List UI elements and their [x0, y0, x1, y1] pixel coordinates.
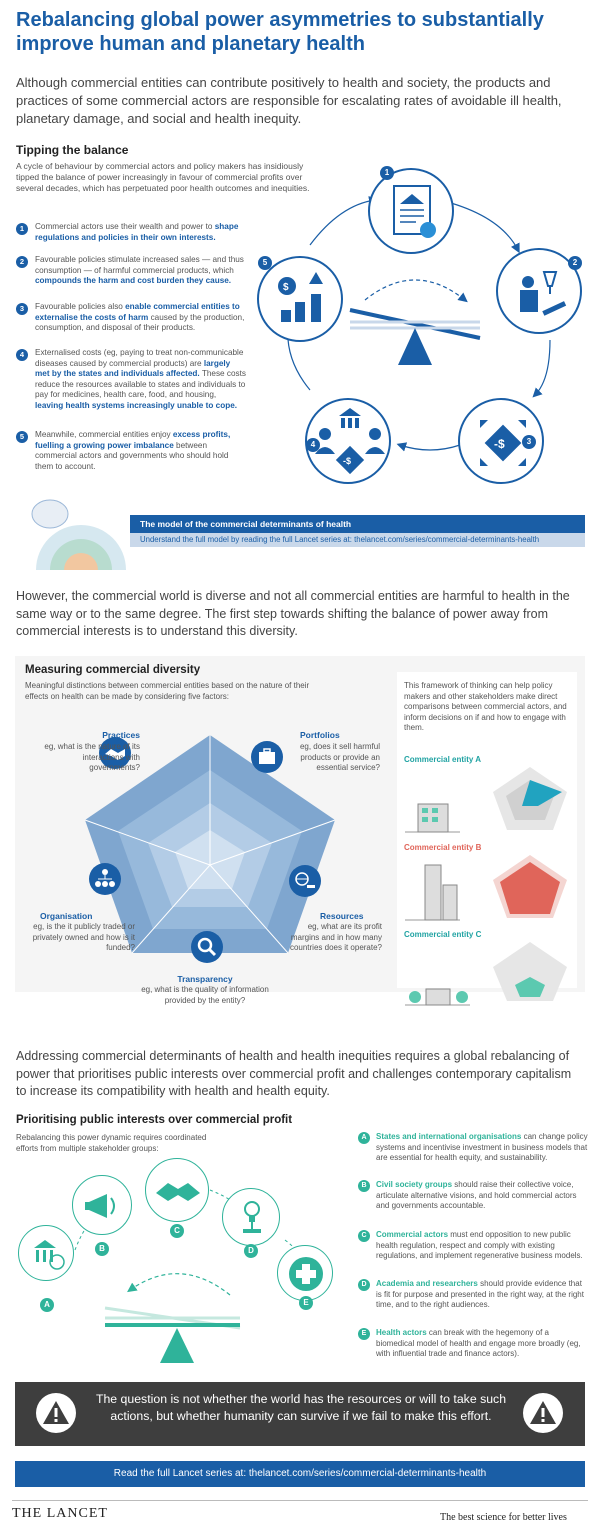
medical-cross-icon [278, 1246, 334, 1302]
factor-portfolios-name: Portfolios [300, 730, 340, 740]
step-text: Meanwhile, commercial entities enjoy [35, 430, 173, 439]
intro-paragraph: Although commercial entities can contribute positively to health and society, the products and practices of some commercial actors are responsible for escalating rates of avoidable ill health, planetary damage, and social and health inequity. [16, 75, 562, 126]
page-title: Rebalancing global power asymmetries to substantially improve human and planetary health [16, 9, 544, 55]
stakeholder-desc: can change policy systems and incentivise investment in business models that are essential for health equity, and sustainability. [376, 1132, 588, 1163]
stakeholder-badge: C [358, 1230, 370, 1242]
entity-c-label: Commercial entity C [404, 930, 482, 939]
stakeholder-letter: B [95, 1242, 109, 1256]
magnifier-icon [190, 930, 224, 964]
stakeholder-c-text [358, 1230, 588, 1262]
step-text: Commercial actors use their wealth and power to [35, 222, 215, 231]
step-text: Externalised costs (eg, paying to treat non-communicable diseases caused by commercial products) are [35, 348, 244, 368]
cycle-number: 4 [306, 438, 320, 452]
stakeholder-c-circle [145, 1158, 209, 1222]
factor-organisation-name: Organisation [40, 911, 93, 921]
stakeholder-desc: must end opposition to new public health regulation, respect and comply with existing regulations, and implement regenerative business models. [376, 1230, 583, 1261]
factor-resources-text: eg, what are its profit margins and in how many countries does it operate? [289, 922, 382, 952]
step-emphasis: shape regulations and policies in their own interests. [35, 222, 239, 242]
step-number: 2 [16, 256, 28, 268]
step-text-after: caused by the production, consumption, and disposal of their products. [35, 312, 245, 333]
stakeholder-b-circle [72, 1175, 132, 1235]
stakeholder-badge: D [358, 1279, 370, 1291]
prioritising-heading: Prioritising public interests over commercial profit [16, 1114, 293, 1126]
entity-a-graphic [400, 762, 585, 837]
stakeholder-badge: B [358, 1180, 370, 1192]
factor-practices-name: Practices [102, 730, 140, 740]
stakeholder-name: Health actors [376, 1328, 427, 1337]
policy-document-icon [370, 170, 456, 256]
tipping-heading: Tipping the balance [16, 143, 129, 157]
stakeholder-desc: can break with the hegemony of a biomedical model of health and engage more broadly (eg, with influential trade and finance actors). [376, 1328, 581, 1359]
tipping-step-1 [16, 222, 246, 243]
cycle-step-1 [368, 168, 454, 254]
tipping-step-2 [16, 255, 246, 287]
step-emphasis: excess profits, fuelling a growing power imbalance [35, 430, 231, 450]
stakeholder-a-text [358, 1132, 588, 1164]
tipping-step-4 [16, 348, 246, 412]
addressing-paragraph: Addressing commercial determinants of health and health inequities requires a global rebalancing of power that prioritises public interests over commercial profit and challenges contemporary capitalism to increase its compatibility with health and health equity. [16, 1049, 572, 1098]
step-number: 3 [16, 303, 28, 315]
svg-text:-$: -$ [343, 456, 352, 466]
cycle-number: 3 [522, 435, 536, 449]
tipping-step-5 [16, 430, 246, 472]
lancet-logo: THE LANCET [12, 1506, 108, 1521]
step-text-after: These costs reduce the resources available to states and individuals to pay for medicines, health care, food, and housing, [35, 369, 246, 400]
model-banner-link[interactable]: Understand the full model by reading the full Lancet series at: thelancet.com/series/commercial-determinants-health [130, 533, 585, 547]
prioritising-description: Rebalancing this power dynamic requires coordinated efforts from multiple stakeholder groups: [16, 1133, 207, 1153]
step-text-after: between commercial actors and governments who should hold them to account. [35, 440, 229, 471]
measuring-description: Meaningful distinctions between commercial entities based on the nature of their effects on health can be made by considering five factors: [25, 681, 310, 701]
footer-divider [12, 1500, 588, 1501]
stakeholder-letter: C [170, 1224, 184, 1238]
entity-b-label: Commercial entity B [404, 843, 482, 852]
cycle-number: 5 [258, 256, 272, 270]
quote-text: The question is not whether the world has the resources or will to take such actions, but whether humanity can survive if we fail to make this effort. [95, 1392, 507, 1423]
framework-text: This framework of thinking can help policy makers and other stakeholders make direct comparisons between commercial actors, and inform decisions on if and how to engage with them. [404, 681, 567, 732]
factor-practices-text: eg, what is the nature of its interactions with governments? [44, 742, 140, 772]
stakeholder-d-circle [222, 1188, 280, 1246]
svg-text:-$: -$ [494, 437, 505, 451]
government-globe-icon [19, 1226, 75, 1282]
step-number: 4 [16, 349, 28, 361]
stakeholder-e-circle [277, 1245, 333, 1301]
step-text: Favourable policies also [35, 302, 126, 311]
svg-text:$: $ [283, 282, 289, 293]
step-emphasis: enable commercial entities to externalise the costs of harm [35, 302, 240, 322]
profit-growth-icon [259, 258, 345, 344]
stakeholder-name: Academia and researchers [376, 1279, 478, 1288]
stakeholder-letter: D [244, 1244, 258, 1258]
stakeholder-badge: A [358, 1132, 370, 1144]
model-thumbnail [28, 494, 128, 570]
step-emphasis: compounds the harm and cost burden they cause. [35, 276, 232, 286]
factor-transparency-name: Transparency [177, 974, 233, 984]
stakeholder-letter: E [299, 1296, 313, 1310]
step-emphasis: largely met by the states and individuals affected. [35, 358, 231, 379]
stakeholder-b-text [358, 1180, 588, 1212]
factor-organisation-text: eg, is the it publicly traded or privately owned and how is it funded? [32, 922, 135, 952]
factor-transparency-text: eg, what is the quality of information provided by the entity? [141, 985, 269, 1005]
step-emphasis-2: leaving health systems increasingly unable to cope. [35, 400, 238, 410]
cycle-step-5 [257, 256, 343, 342]
stakeholder-name: States and international organisations [376, 1132, 522, 1141]
series-link-bar[interactable]: Read the full Lancet series at: thelancet.com/series/commercial-determinants-health [15, 1461, 585, 1487]
cycle-number: 2 [568, 256, 582, 270]
stakeholder-a-circle [18, 1225, 74, 1281]
step-number: 1 [16, 223, 28, 235]
step-text: Favourable policies stimulate increased sales — and thus consumption — of harmful commercial products, which [35, 255, 244, 275]
diversity-paragraph: However, the commercial world is diverse and not all commercial entities are harmful to health in the same way or to the same degree. The first step towards shifting the balance of power away from commercial interests is to understand this diversity. [16, 589, 570, 638]
megaphone-icon [73, 1176, 133, 1236]
step-number: 5 [16, 431, 28, 443]
entity-c-graphic [400, 937, 585, 1007]
cycle-number: 1 [380, 166, 394, 180]
measuring-heading: Measuring commercial diversity [25, 664, 201, 676]
tipping-step-3 [16, 302, 246, 334]
warning-icon-right [523, 1393, 563, 1433]
warning-icon-left [36, 1393, 76, 1433]
stakeholder-e-text [358, 1328, 588, 1360]
handshake-icon [146, 1159, 210, 1223]
stakeholder-name: Civil society groups [376, 1180, 453, 1189]
microscope-lightbulb-icon [223, 1189, 281, 1247]
stakeholder-desc: should provide evidence that is fit for purpose and presented in the right way, at the right time, and to the right audiences. [376, 1279, 584, 1310]
tipping-description: A cycle of behaviour by commercial actors and policy makers has insidiously tipped the balance of power increasingly in favour of commercial profits over several decades, which has perpetuated poor health outcomes and inequities. [16, 161, 310, 193]
stakeholder-badge: E [358, 1328, 370, 1340]
entity-a-label: Commercial entity A [404, 755, 482, 764]
stakeholder-d-text [358, 1279, 588, 1311]
org-chart-icon [88, 862, 122, 896]
portfolio-briefcase-icon [250, 740, 284, 774]
stakeholder-letter: A [40, 1298, 54, 1312]
factor-portfolios-text: eg, does it sell harmful products or provide an essential service? [299, 742, 380, 772]
model-banner-title: The model of the commercial determinants of health [130, 515, 585, 533]
factor-resources-name: Resources [320, 911, 364, 921]
entity-b-graphic [400, 850, 585, 925]
tagline: The best science for better lives [440, 1512, 567, 1523]
stakeholder-desc: should raise their collective voice, articulate alternative visions, and hold commercial actors and governments accountable. [376, 1180, 577, 1211]
stakeholder-name: Commercial actors [376, 1230, 449, 1239]
globe-coins-icon [288, 864, 322, 898]
